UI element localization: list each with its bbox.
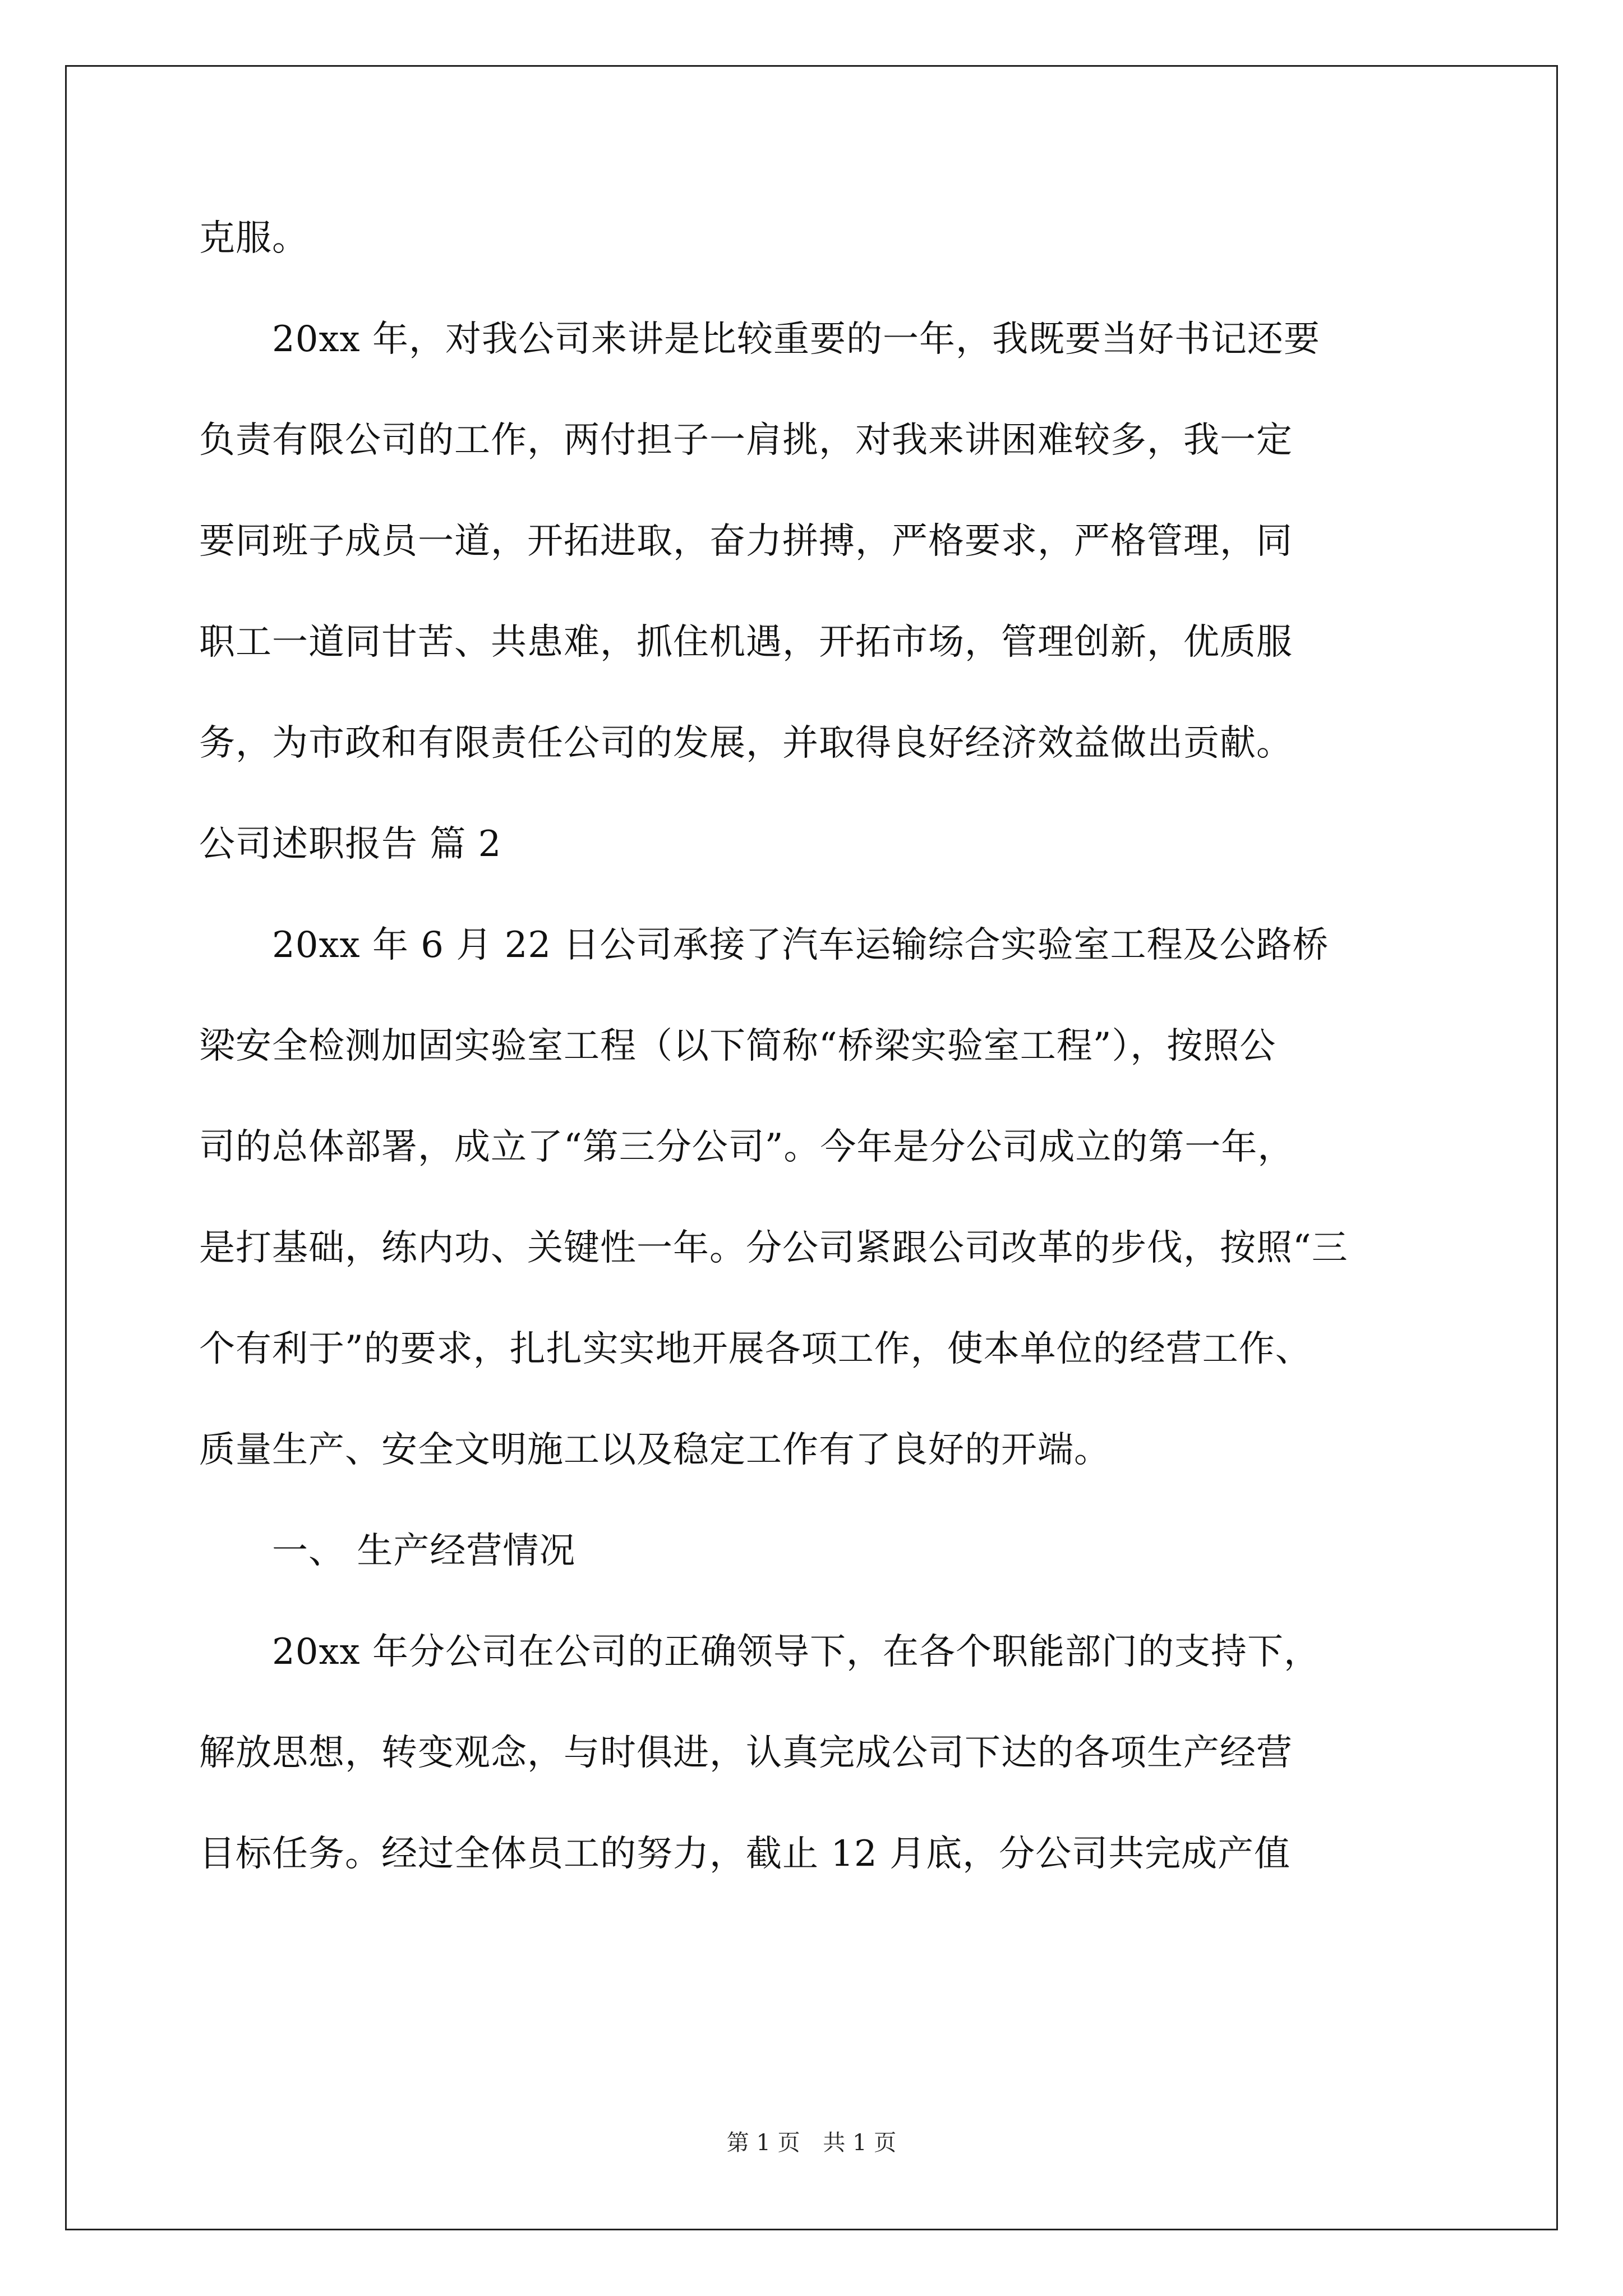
text-line: 梁安全检测加固实验室工程（以下简称“桥梁实验室工程”），按照公 [199, 1025, 1276, 1067]
text-line: 司的总体部署，成立了“第三分公司”。今年是分公司成立的第一年， [199, 1126, 1294, 1168]
text-line: 务，为市政和有限责任公司的发展，并取得良好经济效益做出贡献。 [199, 723, 1293, 764]
page-number-total: 共 1 页 [823, 2130, 897, 2156]
text-line: 是打基础，练内功、关键性一年。分公司紧跟公司改革的步伐，按照“三 [199, 1227, 1348, 1269]
section-heading: 公司述职报告 篇 2 [199, 823, 502, 865]
text-line: 要同班子成员一道，开拓进取，奋力拼搏，严格要求，严格管理，同 [199, 521, 1293, 562]
text-line: 个有利于”的要求，扎扎实实地开展各项工作，使本单位的经营工作、 [199, 1328, 1312, 1370]
text-line: 解放思想，转变观念，与时俱进，认真完成公司下达的各项生产经营 [199, 1732, 1293, 1774]
text-line: 负责有限公司的工作，两付担子一肩挑，对我来讲困难较多，我一定 [199, 420, 1293, 461]
page-number-current: 第 1 页 [726, 2130, 800, 2156]
text-line: 目标任务。经过全体员工的努力，截止 12 月底，分公司共完成产值 [199, 1833, 1291, 1875]
subsection-heading: 一、 生产经营情况 [272, 1530, 576, 1572]
text-line: 克服。 [199, 218, 308, 259]
paragraph-line: 20xx 年分公司在公司的正确领导下，在各个职能部门的支持下， [272, 1631, 1320, 1673]
page-footer [0, 2126, 1623, 2160]
text-line: 职工一道同甘苦、共患难，抓住机遇，开拓市场，管理创新，优质服 [199, 622, 1293, 663]
text-line: 质量生产、安全文明施工以及稳定工作有了良好的开端。 [199, 1429, 1110, 1471]
paragraph-line: 20xx 年，对我公司来讲是比较重要的一年，我既要当好书记还要 [272, 319, 1320, 360]
paragraph-line: 20xx 年 6 月 22 日公司承接了汽车运输综合实验室工程及公路桥 [272, 924, 1329, 966]
